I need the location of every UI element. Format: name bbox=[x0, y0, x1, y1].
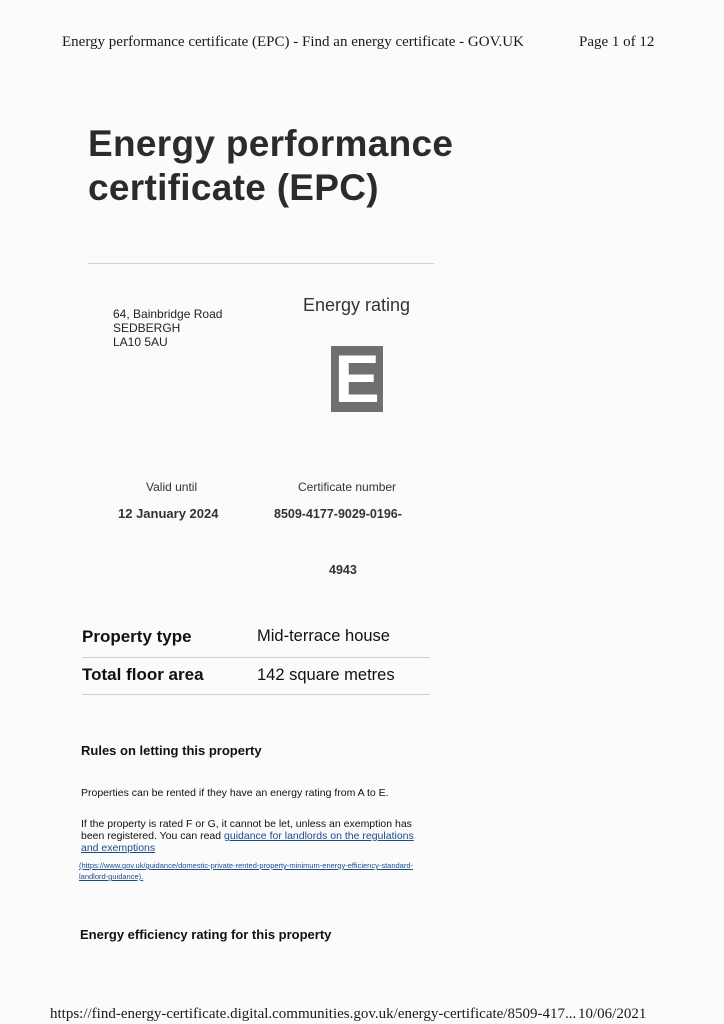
valid-until-value: 12 January 2024 bbox=[118, 506, 219, 521]
energy-rating-badge: E bbox=[331, 346, 383, 412]
print-header-page-number: Page 1 of 12 bbox=[579, 34, 655, 50]
floor-area-label: Total floor area bbox=[82, 665, 204, 684]
floor-area-value: 142 square metres bbox=[257, 666, 395, 684]
summary-row-divider bbox=[82, 657, 430, 658]
energy-rating-heading: Energy rating bbox=[303, 295, 411, 315]
print-footer-date: 10/06/2021 bbox=[578, 1006, 647, 1022]
letting-rules-paragraph: Properties can be rented if they have an energy rating from A to E. bbox=[81, 787, 389, 799]
valid-until-label: Valid until bbox=[146, 480, 198, 494]
address-line-2: SEDBERGH bbox=[113, 321, 181, 335]
certificate-number-label: Certificate number bbox=[298, 480, 397, 494]
letting-rules-heading: Rules on letting this property bbox=[81, 743, 262, 758]
print-header-title: Energy performance certificate (EPC) - Find an energy certificate - GOV.UK bbox=[62, 34, 524, 50]
letting-exemption-text: If the property is rated F or G, it cannot be let, unless an exemption has been registered. You can read bbox=[81, 818, 412, 842]
landlord-guidance-link[interactable]: guidance for landlords on the regulations and exemptions bbox=[81, 830, 414, 854]
property-type-label: Property type bbox=[82, 627, 192, 646]
property-type-value: Mid-terrace house bbox=[257, 627, 390, 645]
summary-row-divider bbox=[82, 694, 430, 695]
address-postcode: LA10 5AU bbox=[113, 335, 168, 349]
address-line-1: 64, Bainbridge Road bbox=[113, 307, 223, 321]
print-footer-url: https://find-energy-certificate.digital.communities.gov.uk/energy-certificate/8509-417... bbox=[50, 1006, 577, 1022]
certificate-number-value-continued: 4943 bbox=[329, 563, 357, 577]
title-divider bbox=[88, 263, 434, 264]
certificate-number-value: 8509-4177-9029-0196- bbox=[274, 507, 402, 521]
page-title: Energy performance certificate (EPC) bbox=[88, 123, 454, 208]
landlord-guidance-url[interactable]: (https://www.gov.uk/guidance/domestic-private-rented-property-minimum-energy-efficiency-standard-landlord-guidance). bbox=[79, 861, 414, 881]
letting-exemption-paragraph bbox=[81, 818, 431, 854]
efficiency-rating-heading: Energy efficiency rating for this property bbox=[80, 927, 332, 942]
